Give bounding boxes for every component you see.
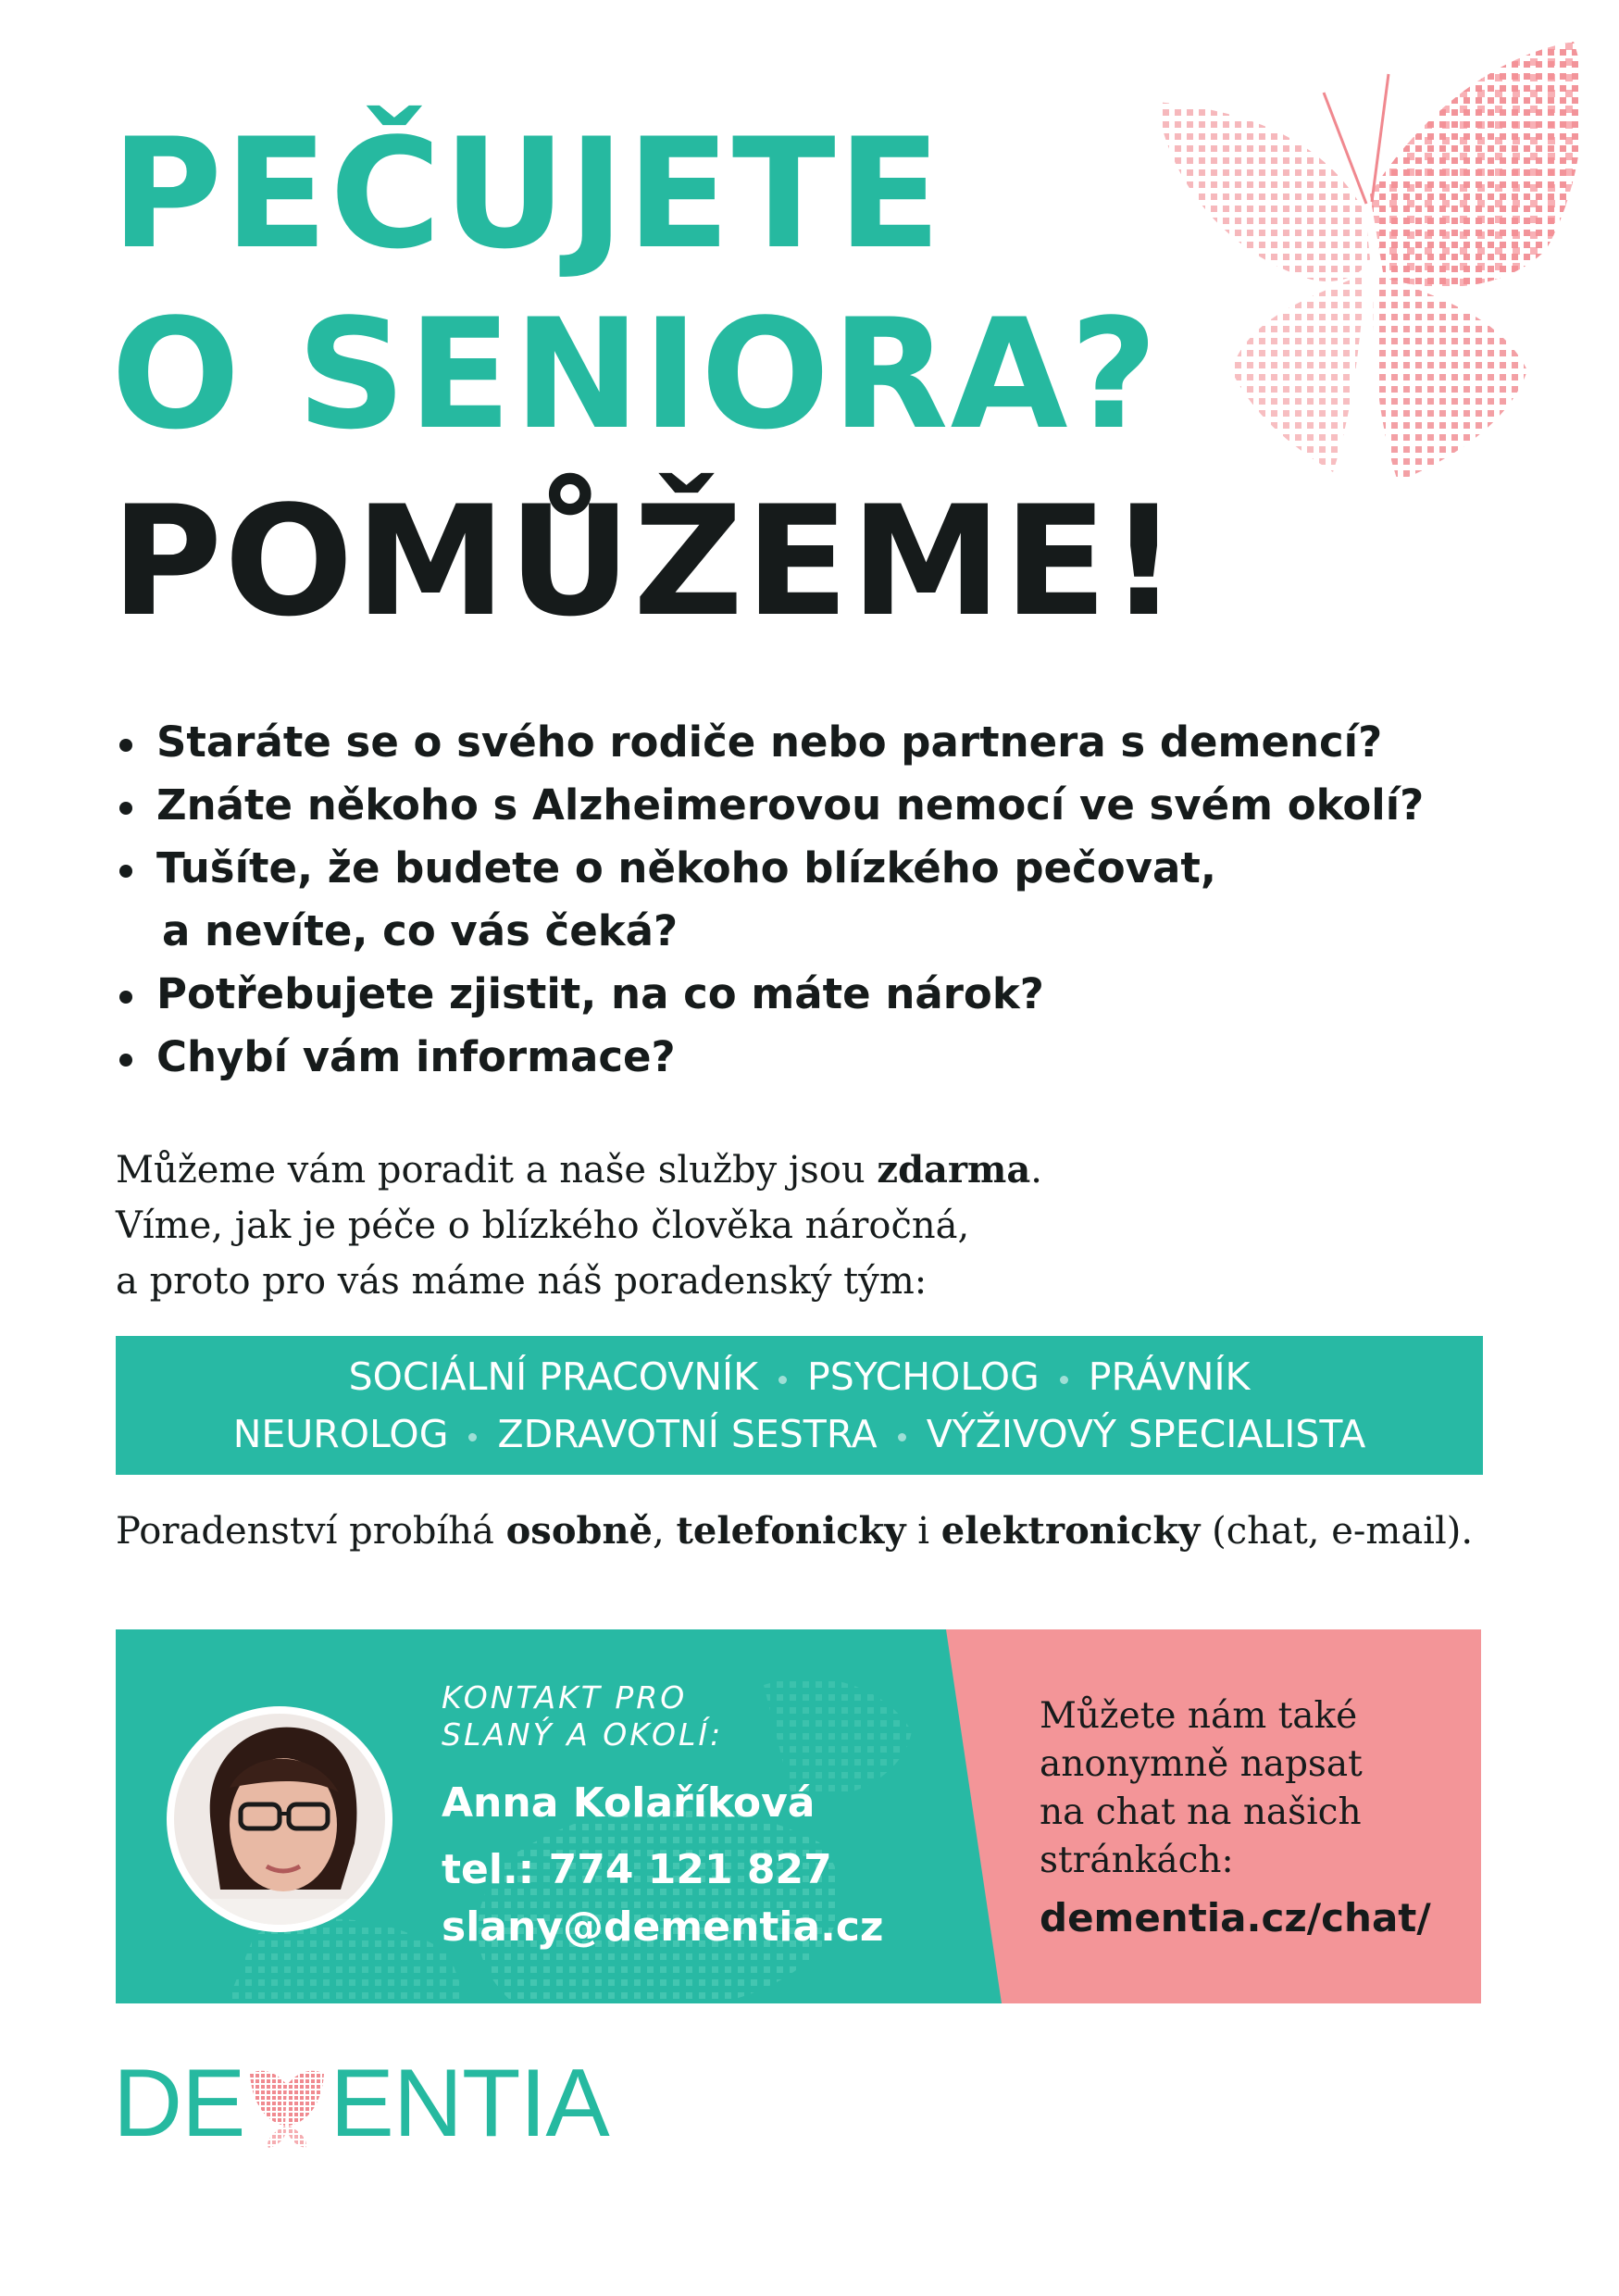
question-item-continuation: a nevíte, co vás čeká? xyxy=(162,906,679,955)
consulting-text: i xyxy=(905,1510,941,1553)
consulting-modes xyxy=(116,1504,1473,1559)
avatar xyxy=(167,1706,392,1932)
logo-text-right: ENTIA xyxy=(330,2050,609,2157)
chat-text-line: na chat na našich xyxy=(1040,1791,1362,1833)
team-role: NEUROLOG xyxy=(232,1412,449,1456)
question-item: Tušíte, že budete o někoho blízkého pečovat, xyxy=(116,837,1504,900)
chat-text-line: stránkách: xyxy=(1040,1840,1234,1881)
logo-text-left: DE xyxy=(113,2050,245,2157)
team-role: PSYCHOLOG xyxy=(807,1354,1040,1399)
contact-label: KONTAKT PRO xyxy=(442,1679,688,1716)
contact-phone[interactable]: tel.: 774 121 827 xyxy=(442,1846,832,1893)
headline-line-2: O SENIORA? xyxy=(111,286,1160,463)
question-item: Znáte někoho s Alzheimerovou nemocí ve svém okolí? xyxy=(116,774,1504,837)
chat-link[interactable]: dementia.cz/chat/ xyxy=(1040,1895,1431,1940)
team-role: ZDRAVOTNÍ SESTRA xyxy=(497,1412,878,1456)
consulting-text: Poradenství probíhá xyxy=(116,1510,506,1553)
consulting-text: , xyxy=(653,1510,677,1553)
team-role: PRÁVNÍK xyxy=(1088,1354,1251,1399)
butterfly-decoration xyxy=(1139,37,1601,500)
question-item: Chybí vám informace? xyxy=(116,1026,1504,1089)
intro-line-1 xyxy=(116,1142,1458,1198)
advisory-team-box xyxy=(116,1336,1483,1475)
consulting-mode: telefonicky xyxy=(676,1509,906,1553)
team-role: SOCIÁLNÍ PRACOVNÍK xyxy=(348,1354,759,1399)
intro-line-2: Víme, jak je péče o blízkého člověka náročná, xyxy=(116,1204,970,1247)
intro-text: Můžeme vám poradit a naše služby jsou xyxy=(116,1149,878,1192)
contact-label: SLANÝ A OKOLÍ: xyxy=(442,1716,724,1753)
separator-dot xyxy=(1060,1376,1068,1384)
intro-line-3: a proto pro vás máme náš poradenský tým: xyxy=(116,1260,928,1303)
chat-invitation xyxy=(1040,1692,1465,1885)
headline-line-1: PEČUJETE xyxy=(111,106,943,282)
contact-banner xyxy=(116,1629,1481,2003)
butterfly-logo-icon xyxy=(244,2057,330,2150)
question-item: Staráte se o svého rodiče nebo partnera s demencí? xyxy=(116,711,1504,774)
team-row xyxy=(116,1349,1483,1404)
headline-line-3: POMŮŽEME! xyxy=(111,473,1180,650)
separator-dot xyxy=(778,1376,787,1384)
separator-dot xyxy=(898,1433,906,1441)
consulting-text: (chat, e-mail). xyxy=(1200,1510,1474,1553)
dementia-logo xyxy=(113,2050,609,2157)
intro-paragraph xyxy=(116,1142,1458,1309)
chat-text-line: anonymně napsat xyxy=(1040,1743,1363,1785)
separator-dot xyxy=(468,1433,477,1441)
team-role: VÝŽIVOVÝ SPECIALISTA xyxy=(926,1412,1366,1456)
contact-email[interactable]: slany@dementia.cz xyxy=(442,1903,884,1951)
chat-text-line: Můžete nám také xyxy=(1040,1695,1358,1737)
question-list xyxy=(116,711,1504,1089)
contact-name: Anna Kolaříková xyxy=(442,1779,816,1827)
consulting-mode: elektronicky xyxy=(940,1509,1201,1553)
intro-text: . xyxy=(1030,1149,1043,1192)
intro-free-emphasis: zdarma xyxy=(877,1148,1031,1192)
question-item: Potřebujete zjistit, na co máte nárok? xyxy=(116,963,1504,1026)
team-row xyxy=(116,1406,1483,1462)
consulting-mode: osobně xyxy=(505,1509,654,1553)
